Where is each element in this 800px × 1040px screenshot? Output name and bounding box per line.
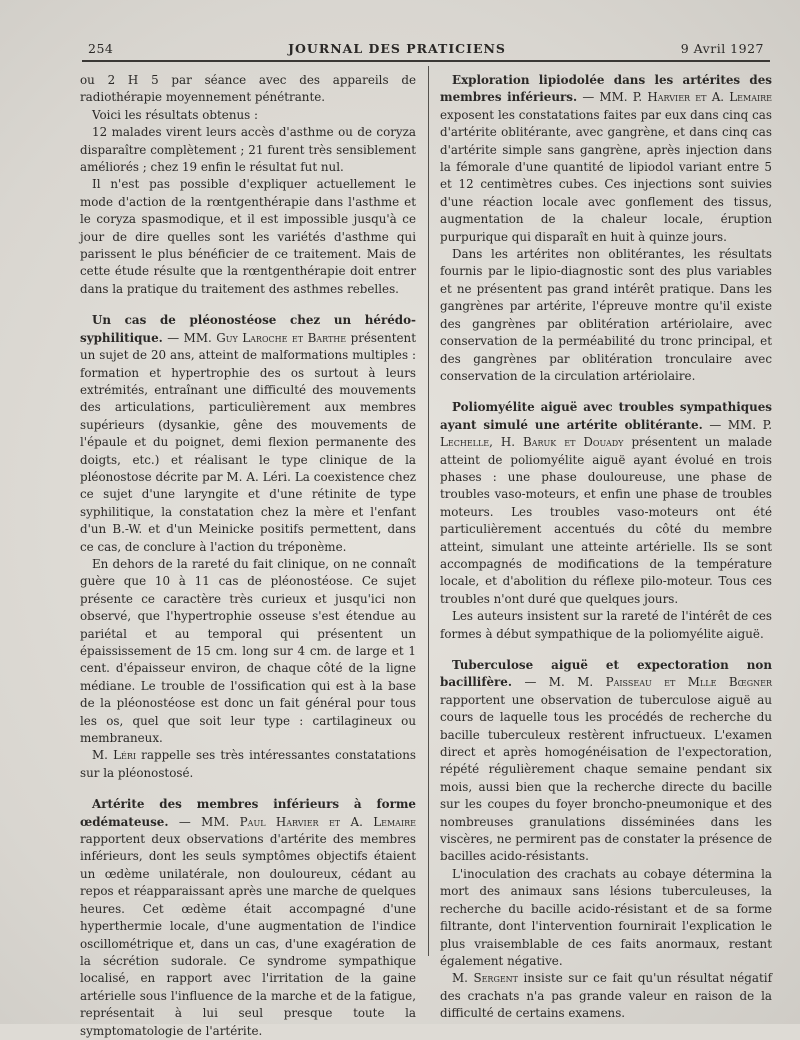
running-header [88,34,764,56]
paragraph-text: rappelle ses très intéressantes constatations sur la pléonostosé. [80,748,416,780]
issue-date: 9 Avril 1927 [680,41,764,56]
paragraph: ou 2 H 5 par séance avec des appareils de radiothérapie moyennement pénétrante. [80,73,416,105]
page-number: 254 [88,41,114,56]
article-text: exposent les constatations faites par eux dans cinq cas d'artérite oblitérante, avec gangrène, et dans cinq cas d'artérite simple sans gangrène, après injection dans la fémorale d'une quantité de lipiodol variant entre 5 et 12 centimètres cubes. Ces injections sont suivies d'une réaction locale avec gonflement des tissus, augmentation de la chaleur locale, éruption purpurique qui disparaît en huit à quinze jours. [440,107,772,244]
article-text: présentent un sujet de 20 ans, atteint de malformations multiples : formation et hypertrophie des os surtout à leurs extrémités, entraînant une difficulté des mouvements des articulations, particulièrement aux membres supérieurs (dysankie, gêne des mouvements de l'épaule et du poignet, demi flexion permanente des doigts, etc.) et réalisant le type clinique de la pléonostose décrite par M. A. Léri. La coexistence chez ce sujet d'une laryngite et d'une rétinite de type syphilitique, la constatation chez la mère et l'enfant d'un B.-W. et d'un Meinicke positifs permettent, dans ce cas, de conclure à l'action du tréponème. [80,330,416,554]
dash: — M. M. [511,675,606,690]
paragraph: Dans les artérites non oblitérantes, les résultats fournis par le lipio-diagnostic sont des plus variables et ne présentent pas grand intérêt pratique. Dans les gangrènes par artérite, l'épreuve montre qu'il existe des gangrènes par oblitération artériolaire, avec conservation de la perméabilité du tronc principal, et des gangrènes par oblitération tronculaire avec conservation de la circulation artériolaire. [440,247,772,383]
left-column [80,72,416,1038]
article-exploration-lipiodolee [440,72,772,385]
article-authors: Paisseau et Mlle Bœgner [605,675,772,690]
paragraph-text: insiste sur ce fait qu'un résultat négatif des crachats n'a pas grande valeur en raison de la difficulté de certains examens. [440,971,772,1021]
article-poliomyelite [440,399,772,643]
article-title: Poliomyélite aiguë avec troubles sympathiques ayant simulé une artérite oblitérante. [440,400,772,432]
article-authors: Harvier et A. Lemaire [647,90,773,105]
article-pleonosteose [80,312,416,782]
article-text: rapportent une observation de tuberculose aiguë au cours de laquelle tous les procédés de recherche du bacille tuberculeux restèrent infructueux. L'examen direct et après homogénéisation de l'expectoration, répété régulièrement chaque semaine pendant six mois, aussi bien que la recherche directe du bacille sur les coupes du foyer broncho-pneumonique et des nombreuses granulations disséminées dans les viscères, ne permirent pas de constater la présence de bacilles acido-résistants. [440,692,772,864]
article-title: Artérite des membres inférieurs à forme œdémateuse. [80,797,416,829]
paragraph: 12 malades virent leurs accès d'asthme ou de coryza disparaître complètement ; 21 furent très sensiblement améliorés ; chez 19 enfin le résultat fut nul. [80,125,416,175]
right-column [440,72,773,1021]
article-title: Tuberculose aiguë et expectoration non bacillifère. [440,658,772,690]
paragraph: Il n'est pas possible d'expliquer actuellement le mode d'action de la rœntgenthérapie dans l'asthme et le coryza spasmodique, et il est impossible jusqu'à ce jour de dire quelles sont les variétés d'asthme qui parissent le plus bénéficier de ce traitement. Mais de cette étude résulte que la rœntgenthérapie doit entrer dans la pratique du traitement des asthmes rebelles. [80,177,416,296]
article-tuberculose [440,657,772,1023]
text-fragment: M. [92,748,114,763]
paragraph: L'inoculation des crachats au cobaye détermina la mort des animaux sans lésions tuberculeuses, la recherche du bacille acido-résistant et de sa forme filtrante, dont l'intervention fournirait l'explication le plus vraisemblable de ces faits anormaux, restant également négative. [440,866,772,968]
dash: — MM. [702,417,763,432]
dash: — MM. P. [577,90,648,105]
article-arterite-oedemateuse [80,796,416,1040]
paragraph: Voici les résultats obtenus : [92,107,259,122]
article-text: rapportent deux observations d'artérite des membres inférieurs, dont les seuls symptômes objectifs étaient un œdème unilatérale, non douloureux, cédant au repos et réapparaissant après une marche de quelques heures. Cet œdème était accompagné d'une hyperthermie locale, d'une augmentation de l'indice oscillométrique et, dans un cas, d'une exagération de la sécrétion sudorale. Ce syndrome sympathique localisé, en rapport avec l'irritation de la gaine artérielle sous l'influence de la marche et de la fatigue, représentait à lui seul presque toute la symptomatologie de l'artérite. [80,832,416,1038]
article-authors: Guy Laroche et Barthe [216,330,347,345]
paragraph: En dehors de la rareté du fait clinique, on ne connaît guère que 10 à 11 cas de pléonostéose. Ce sujet présente ce caractère très curieux et jusqu'ici non observé, que l'hypertrophie osseuse s'est étendue au pariétal et au temporal qui présentent un épaississement de 15 cm. long sur 4 cm. de large et 1 cent. d'épaisseur environ, de chaque côté de la ligne médiane. Le trouble de l'ossification qui est à la base de la pléonostéose est donc un fait général pour tous les os, quel que soit leur type : cartilagineux ou membraneux. [80,556,416,746]
article-text: présentent un malade atteint de poliomyélite aiguë ayant évolué en trois phases : une phase douloureuse, une phase de troubles vaso-moteurs, et enfin une phase de troubles moteurs. Les troubles vaso-moteurs ont été particulièrement accentués du côté du membre atteint, simulant une atteinte artérielle. Ils se sont accompagnés de modifications de la température locale, et d'abolition du réflexe pilo-moteur. Tous ces troubles n'ont duré que quelques jours. [440,435,772,606]
author-name: Léri [113,748,137,763]
text-fragment: M. [452,971,474,986]
column-divider [428,66,429,956]
article-authors: P. Lechelle, H. Baruk et Douady [440,417,772,450]
paragraph: Les auteurs insistent sur la rareté de l'intérêt de ces formes à début sympathique de la poliomyélite aiguë. [440,609,772,641]
header-rule [82,60,770,62]
article-authors: Paul Harvier et A. Lemaire [239,814,416,829]
dash: — MM. [168,814,240,829]
article-title: Exploration lipiodolée dans les artérites des membres inférieurs. [440,73,772,105]
dash: — MM. [162,330,217,345]
article-title: Un cas de pléonostéose chez un hérédo-syphilitique. [80,313,416,345]
journal-title: JOURNAL DES PRATICIENS [288,41,506,56]
author-name: Sergent [473,971,519,986]
